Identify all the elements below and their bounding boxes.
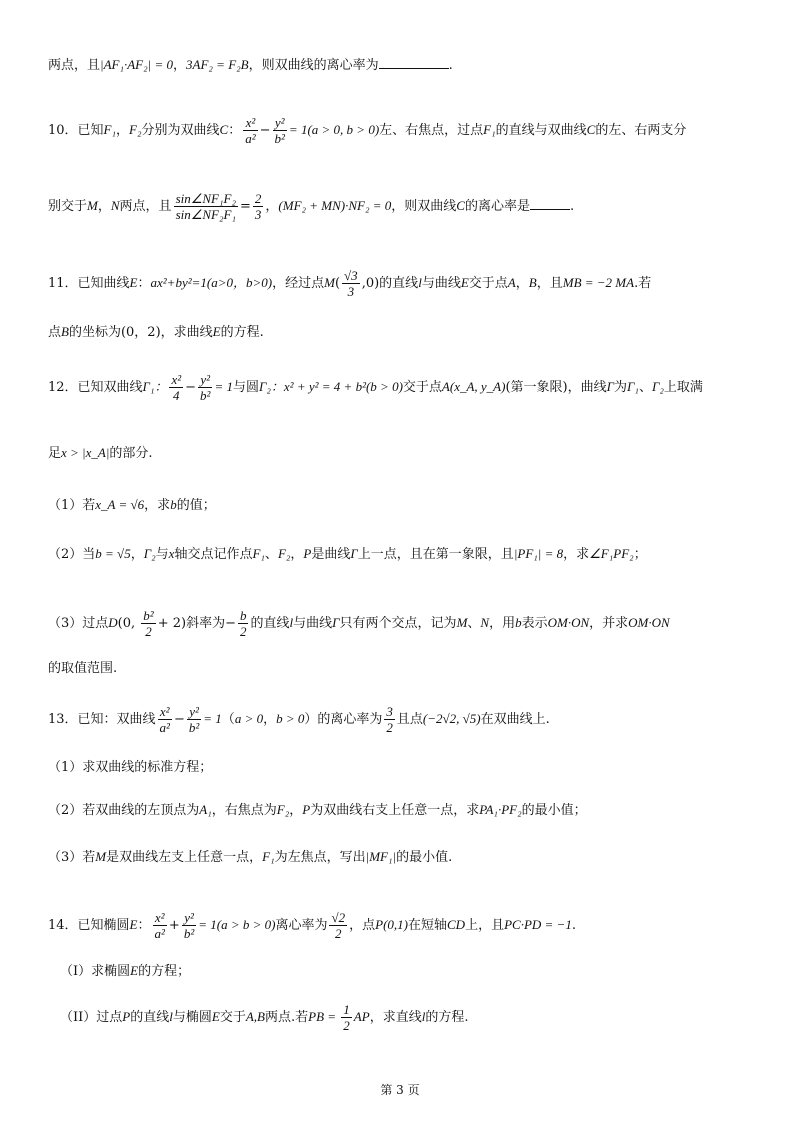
fraction-denominator: 3	[254, 207, 262, 222]
text-run: 别交于	[48, 199, 88, 214]
text-run: ，则双曲线的离心率为	[248, 58, 379, 73]
fraction-numerator: √3	[344, 268, 358, 283]
text-run: （I）求椭圆	[60, 964, 131, 979]
math-expression: D	[108, 615, 118, 630]
math-expression: = 1(a > 0, b > 0)	[288, 122, 380, 137]
fraction-numerator: √2	[331, 910, 346, 925]
text-run: ，用	[489, 616, 516, 631]
text-run: 分别为双曲线	[141, 123, 220, 138]
text-run: =	[239, 199, 251, 214]
fraction-numerator: 3	[386, 704, 393, 719]
text-run: 的方程.	[425, 1010, 469, 1025]
text-run: −	[185, 380, 197, 395]
text-run: ，点	[349, 918, 376, 933]
math-expression: (MF₂ + MN)·NF₂ = 0	[278, 198, 392, 213]
text-line	[48, 910, 760, 941]
math-expression: |AF₁·AF₂| = 0	[100, 57, 173, 72]
text-run: 左、右焦点，过点	[379, 123, 484, 138]
fraction	[384, 704, 395, 735]
text-run: ：	[137, 918, 151, 933]
text-run: （1）若	[48, 498, 96, 513]
fraction	[153, 910, 167, 941]
fraction	[238, 608, 249, 639]
text-run: （2）当	[48, 547, 96, 562]
math-expression: ax²+by²=1(a>0，b>0)	[150, 275, 273, 290]
text-run: −	[225, 616, 236, 631]
math-expression: E	[129, 917, 138, 932]
math-expression: x	[168, 546, 175, 561]
text-run: ）的离心率为	[304, 712, 383, 727]
math-expression: Γ	[332, 615, 340, 630]
fraction-denominator: a²	[154, 926, 165, 941]
text-run: 的直线与双曲线	[495, 123, 587, 138]
math-expression: PA₁·PF₂	[479, 802, 522, 817]
fraction-denominator: 2	[343, 1018, 350, 1033]
text-run: 两点.若	[265, 1010, 309, 1025]
math-expression: M	[87, 198, 98, 213]
math-expression: M	[456, 615, 468, 630]
text-run: ，求直线	[369, 1010, 422, 1025]
text-run: ，	[116, 123, 130, 138]
text-run: 只有两个交点，记为	[339, 616, 457, 631]
text-run: 的直线	[130, 1010, 170, 1025]
fraction-numerator: 1	[343, 1002, 350, 1017]
text-run: 上一点，且在第一象限，且	[357, 547, 514, 562]
fraction	[243, 115, 257, 146]
math-expression: |MF₁|	[365, 849, 397, 864]
text-run: 点	[48, 325, 62, 340]
text-line	[48, 801, 760, 820]
text-run: 11．已知曲线	[48, 276, 130, 291]
text-run: −	[259, 123, 271, 138]
text-run: 14．已知椭圆	[48, 918, 130, 933]
text-run: 的离心率是	[464, 199, 530, 214]
fraction	[187, 704, 201, 735]
math-expression: B	[528, 275, 537, 290]
fraction	[253, 191, 264, 222]
fraction	[273, 115, 287, 146]
fraction-denominator: b²	[274, 131, 285, 146]
text-run: 10．已知	[48, 123, 104, 138]
text-run: 的方程；	[138, 964, 191, 979]
text-run: （3）若	[48, 850, 96, 865]
math-expression: F₁	[103, 122, 117, 137]
fraction-denominator: 4	[173, 388, 180, 403]
text-run: .	[571, 918, 576, 933]
text-run: （II）过点	[60, 1010, 123, 1025]
math-expression: Γ	[606, 379, 615, 394]
fraction-numerator: y²	[273, 115, 287, 131]
math-expression: PB =	[308, 1009, 340, 1024]
math-expression: MB = −2 MA	[562, 275, 635, 290]
math-expression: E	[129, 275, 138, 290]
text-run: ,0)	[361, 276, 380, 291]
math-expression: Γ₂	[651, 379, 664, 394]
fraction	[341, 1002, 352, 1033]
fraction-numerator: 2	[254, 191, 262, 206]
text-run: 是双曲线左支上任意一点，	[106, 850, 263, 865]
math-expression: b	[515, 615, 522, 630]
math-expression: b = √5	[95, 546, 131, 561]
text-run: ，	[130, 547, 144, 562]
fraction-denominator: b²	[188, 720, 200, 735]
text-run: 为左焦点，写出	[274, 850, 366, 865]
math-expression: Γ₂	[143, 546, 156, 561]
text-run: 的左、右两支分	[595, 123, 687, 138]
fraction	[174, 191, 238, 222]
text-run: ，则双曲线	[391, 199, 457, 214]
text-run: 、	[467, 616, 481, 631]
math-expression: N	[480, 615, 490, 630]
text-run: 13．已知：双曲线	[48, 712, 156, 727]
text-line	[48, 545, 760, 564]
text-run: 与曲线	[421, 276, 461, 291]
fraction-numerator: b	[239, 608, 247, 623]
text-run: 两点，且	[119, 199, 172, 214]
math-expression: E	[211, 1009, 220, 1024]
math-expression: F₂	[276, 802, 290, 817]
fraction	[158, 704, 172, 735]
math-expression: Γ₁	[627, 379, 639, 394]
text-run: 的最小值.	[396, 850, 453, 865]
fraction-denominator: 2	[145, 624, 152, 639]
fraction	[198, 372, 212, 403]
text-line	[48, 323, 760, 342]
math-expression: Γ₁：	[142, 379, 168, 394]
text-run: 、	[264, 547, 278, 562]
text-run: +	[168, 918, 180, 933]
text-run: 的最小值；	[521, 803, 587, 818]
text-run: （3）过点	[48, 616, 109, 631]
text-run: 为双曲线右支上任意一点，求	[310, 803, 480, 818]
math-expression: (−2√2, √5)	[422, 711, 481, 726]
fraction-denominator: 3	[347, 284, 355, 299]
math-expression: CD	[447, 917, 466, 932]
text-run: ，	[290, 547, 304, 562]
math-expression: l	[421, 1009, 426, 1024]
fraction-denominator: 2	[239, 624, 247, 639]
text-run: 与圆	[232, 380, 259, 395]
text-run: ：	[228, 123, 242, 138]
text-run: 的直线	[250, 616, 290, 631]
math-expression: Γ	[350, 546, 358, 561]
fraction-denominator: b²	[200, 388, 211, 403]
text-run: .若	[634, 276, 652, 291]
fraction-numerator: x²	[171, 372, 182, 387]
text-run: ，且	[536, 276, 563, 291]
text-run: 交于点	[468, 276, 508, 291]
fraction-numerator: y²	[182, 910, 196, 926]
text-line	[48, 759, 760, 777]
answer-blank	[379, 54, 449, 69]
text-run: ，	[173, 58, 187, 73]
text-line	[60, 1002, 760, 1033]
text-line	[48, 268, 760, 299]
text-run: （	[221, 712, 235, 727]
math-expression: b	[170, 497, 177, 512]
text-run: 与椭圆	[172, 1010, 212, 1025]
math-expression: F₁	[483, 122, 496, 137]
text-run: 上取满	[663, 380, 703, 395]
text-line	[48, 191, 760, 222]
text-run: ，	[515, 276, 529, 291]
text-run: 在短轴	[408, 918, 448, 933]
math-expression: x > |x_A|	[61, 445, 110, 460]
math-expression: B	[61, 324, 69, 339]
text-run: 的部分.	[109, 446, 153, 461]
math-expression: OM·ON	[628, 615, 670, 630]
text-run: 为	[614, 380, 628, 395]
text-run: ，	[289, 803, 303, 818]
math-expression: A,B	[245, 1009, 265, 1024]
math-expression: |PF₁| = 8	[513, 546, 564, 561]
math-expression: A₁	[199, 802, 212, 817]
math-expression: AP	[353, 1009, 370, 1024]
math-expression: C	[456, 198, 465, 213]
math-expression: P	[122, 1009, 131, 1024]
fraction-numerator: x²	[243, 115, 257, 131]
math-expression: F₁	[262, 849, 275, 864]
math-expression: 3AF₂ = F₂B	[186, 57, 249, 72]
text-run: ，经过点	[272, 276, 325, 291]
text-line	[48, 496, 760, 515]
text-run: (	[334, 276, 341, 291]
math-expression: PC·PD = −1	[504, 917, 572, 932]
text-run: ，并求	[589, 616, 629, 631]
math-expression: M	[324, 275, 335, 290]
math-expression: P(0,1)	[375, 917, 408, 932]
text-run: ，	[97, 199, 111, 214]
text-run: 的直线	[379, 276, 419, 291]
math-expression: l	[169, 1009, 173, 1024]
math-expression: l	[418, 275, 422, 290]
math-expression: = 1(a > b > 0)	[198, 917, 276, 932]
math-expression: P	[303, 546, 312, 561]
fraction-numerator: sin∠NF₁F₂	[175, 191, 236, 206]
text-run: 与	[155, 547, 169, 562]
text-run: ，	[263, 712, 277, 727]
text-line	[48, 704, 760, 735]
text-run: 表示	[521, 616, 548, 631]
math-expression: E	[130, 963, 139, 978]
text-run: 轴交点记作点	[174, 547, 253, 562]
fraction-denominator: 2	[386, 720, 393, 735]
text-run: 的方程.	[220, 325, 264, 340]
text-run: ，求	[563, 547, 590, 562]
math-expression: b > 0	[276, 711, 305, 726]
fraction-denominator: sin∠NF₂F₁	[175, 207, 236, 222]
text-run: 、	[638, 380, 652, 395]
math-expression: C	[219, 122, 229, 137]
fraction-numerator: b²	[143, 608, 154, 623]
text-run: （1）求双曲线的标准方程；	[48, 760, 213, 775]
math-expression: a > 0	[234, 711, 264, 726]
text-run: + 2)	[157, 616, 187, 631]
fraction	[182, 910, 196, 941]
math-expression: E	[460, 275, 469, 290]
math-expression: Γ₂：x² + y² = 4 + b²(b > 0)	[259, 379, 403, 394]
text-run: 离心率为	[275, 918, 328, 933]
text-run: .	[448, 58, 453, 73]
fraction	[329, 910, 347, 941]
text-run: 两点，且	[48, 58, 101, 73]
fraction-denominator: 2	[335, 926, 342, 941]
fraction-numerator: y²	[187, 704, 201, 720]
text-run: ，	[265, 199, 279, 214]
math-expression: x_A = √6	[95, 497, 145, 512]
fraction-denominator: a²	[245, 131, 256, 146]
page-number: 第 3 页	[380, 1083, 420, 1097]
text-line	[48, 848, 760, 867]
math-expression: F₂	[277, 546, 291, 561]
math-expression: ∠F₁PF₂	[589, 546, 634, 561]
text-run: 足	[48, 446, 62, 461]
text-run: ；	[633, 547, 647, 562]
math-expression: = 1	[203, 711, 222, 726]
text-run: 斜率为	[186, 616, 226, 631]
math-expression: l	[289, 615, 294, 630]
text-run: ，求	[144, 498, 171, 513]
text-run: ：	[137, 276, 151, 291]
fraction-denominator: b²	[183, 926, 195, 941]
answer-blank	[530, 195, 570, 210]
text-run: .	[569, 199, 575, 214]
text-run: 的坐标为(0，2)，求曲线	[68, 325, 213, 340]
text-run: ，右焦点为	[211, 803, 277, 818]
text-line	[60, 962, 760, 981]
text-run: 是曲线	[311, 547, 351, 562]
text-run: 交于点	[402, 380, 442, 395]
math-expression: F₁	[252, 546, 265, 561]
math-expression: A(x_A, y_A)	[441, 379, 506, 394]
text-line	[48, 115, 760, 146]
text-run: 交于	[219, 1010, 246, 1025]
text-run: 的值；	[176, 498, 216, 513]
text-run: 的取值范围.	[48, 661, 118, 676]
text-run: 与曲线	[293, 616, 333, 631]
text-line	[48, 372, 760, 403]
fraction-denominator: a²	[159, 720, 170, 735]
text-line	[48, 608, 760, 639]
math-expression: P	[302, 802, 311, 817]
fraction	[342, 268, 360, 299]
text-run: 12．已知双曲线	[48, 380, 143, 395]
math-expression: M	[95, 849, 107, 864]
math-expression: E	[212, 324, 221, 339]
text-run: (0,	[117, 616, 140, 631]
math-expression: N	[110, 198, 120, 213]
fraction-numerator: y²	[198, 372, 212, 388]
text-run: 且点	[396, 712, 423, 727]
math-expression: = 1	[214, 379, 233, 394]
text-line	[48, 54, 760, 75]
text-run: (第一象限)，曲线	[505, 380, 607, 395]
math-expression: OM·ON	[547, 615, 590, 630]
fraction-numerator: x²	[158, 704, 172, 720]
math-expression: C	[586, 122, 596, 137]
fraction-numerator: x²	[153, 910, 167, 926]
text-run: 上，且	[465, 918, 505, 933]
fraction	[169, 372, 183, 403]
text-run: 在双曲线上.	[480, 712, 550, 727]
text-line	[48, 444, 760, 463]
text-run: （2）若双曲线的左顶点为	[48, 803, 200, 818]
text-run: −	[173, 712, 185, 727]
text-line	[48, 660, 760, 678]
fraction	[141, 608, 155, 639]
math-expression: A	[507, 275, 516, 290]
math-expression: F₂	[129, 122, 142, 137]
